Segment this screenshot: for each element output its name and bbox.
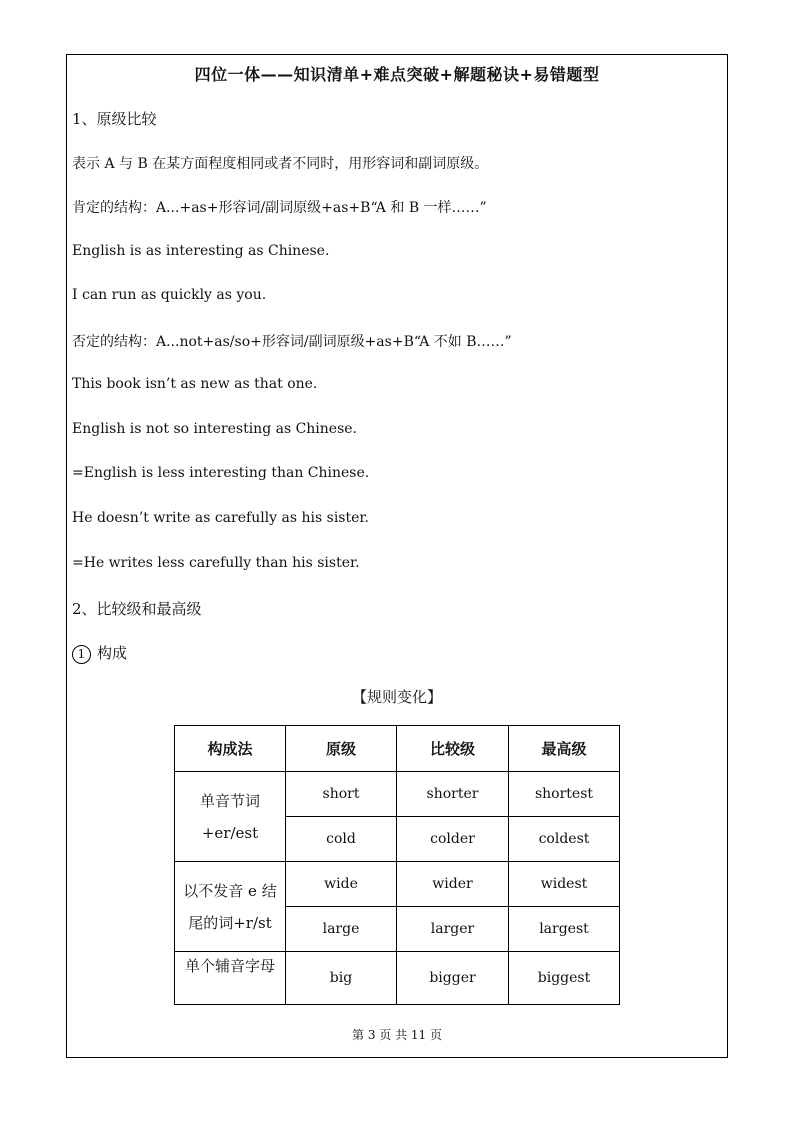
table-cell: colder: [397, 817, 509, 862]
section-heading-2: 2、比较级和最高级: [72, 600, 202, 618]
example-line: English is not so interesting as Chinese.: [72, 421, 358, 437]
table-cell: wider: [397, 862, 509, 907]
table-cell: big: [286, 952, 397, 1005]
table-cell: larger: [397, 907, 509, 952]
table-cell: widest: [509, 862, 620, 907]
header-cell: 原级: [286, 726, 397, 772]
example-line: English is as interesting as Chinese.: [72, 243, 330, 259]
table-cell: coldest: [509, 817, 620, 862]
text-line: 肯定的结构：A...+as+形容词/副词原级+as+B“A 和 B 一样……”: [72, 200, 487, 216]
header-cell: 最高级: [509, 726, 620, 772]
header-cell: 比较级: [397, 726, 509, 772]
table-title: 【规则变化】: [351, 688, 442, 706]
group-label-cell: 单个辅音字母: [175, 952, 286, 1005]
table-cell: shortest: [509, 772, 620, 817]
page-header: 四位一体——知识清单+难点突破+解题秘诀+易错题型: [194, 65, 600, 84]
example-line: I can run as quickly as you.: [72, 287, 267, 303]
header-cell: 构成法: [175, 726, 286, 772]
table-cell: cold: [286, 817, 397, 862]
comparison-table: [174, 725, 620, 1005]
table-row: [175, 862, 620, 907]
group-label-line: 尾的词+r/st: [188, 913, 272, 932]
table-cell: biggest: [509, 952, 620, 1005]
example-line: =He writes less carefully than his sister.: [72, 555, 360, 571]
table-cell: wide: [286, 862, 397, 907]
subsection-label: 构成: [97, 644, 128, 662]
table-row: [175, 952, 620, 1005]
page-number: 第 3 页 共 11 页: [352, 1028, 442, 1042]
group-label-line: 单音节词: [199, 791, 260, 810]
group-label-cell: [175, 862, 286, 952]
group-label-line: 以不发音 e 结: [183, 881, 277, 900]
table-row: [175, 772, 620, 817]
circled-number: 1: [72, 645, 91, 664]
table-header-row: [175, 726, 620, 772]
section-heading-1: 1、原级比较: [72, 110, 157, 128]
example-line: =English is less interesting than Chinese.: [72, 465, 370, 481]
table-cell: shorter: [397, 772, 509, 817]
group-label-cell: [175, 772, 286, 862]
table-cell: bigger: [397, 952, 509, 1005]
subsection-heading: [72, 642, 127, 664]
table-cell: largest: [509, 907, 620, 952]
text-line: 表示 A 与 B 在某方面程度相同或者不同时，用形容词和副词原级。: [72, 156, 489, 172]
text-line: 否定的结构：A...not+as/so+形容词/副词原级+as+B“A 不如 B……”: [72, 334, 512, 350]
table-cell: large: [286, 907, 397, 952]
example-line: This book isn’t as new as that one.: [72, 376, 318, 392]
table-cell: short: [286, 772, 397, 817]
group-label-line: +er/est: [201, 823, 259, 842]
example-line: He doesn’t write as carefully as his sister.: [72, 510, 369, 526]
